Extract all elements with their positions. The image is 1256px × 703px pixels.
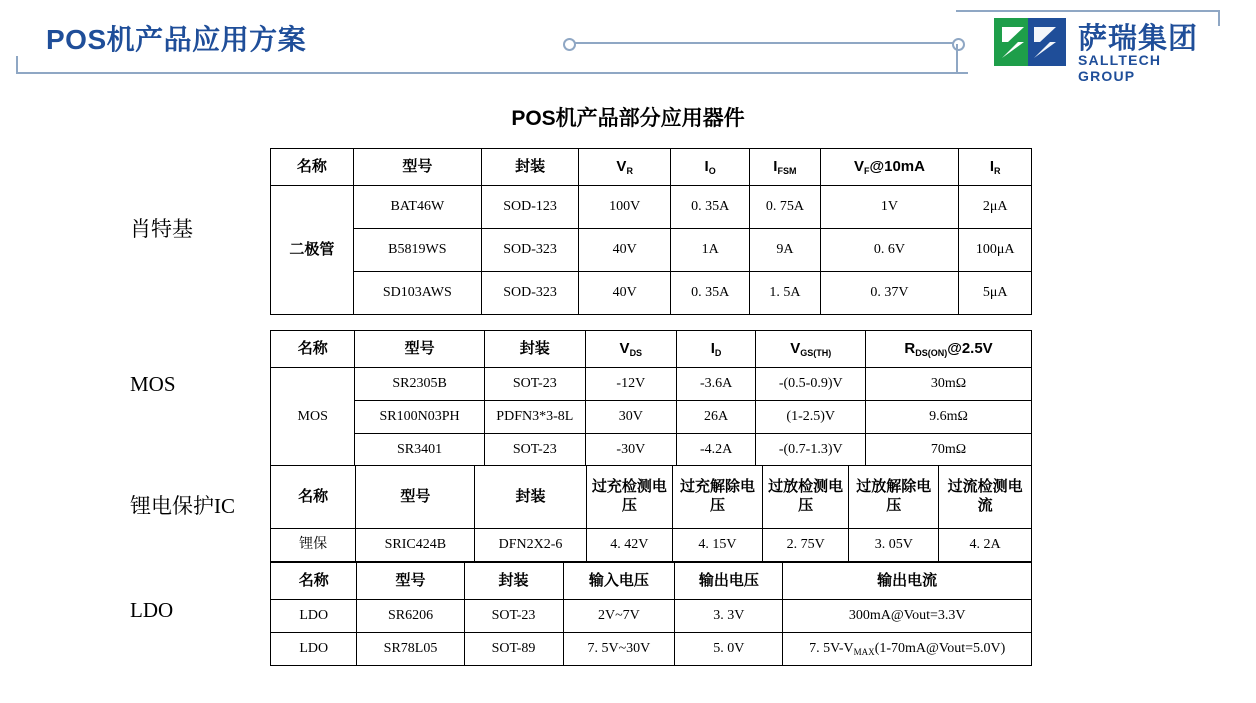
col-output-current: 输出电流 <box>783 563 1032 600</box>
cell-output-current: 7. $5V-V_{MAX}(1-70mA@Vout=5.0V)$ <box>783 633 1032 666</box>
section-label-ldo: LDO <box>130 598 174 622</box>
col-output-voltage: 输出电压 <box>675 563 783 600</box>
table-row <box>271 401 1032 434</box>
col-overcharge-release-voltage: 过充解除电压 <box>673 466 763 529</box>
cell-package: SOT-23 <box>484 368 585 401</box>
cell-id: -3.6A <box>676 368 756 401</box>
section-label-lipo: 锂电保护IC <box>130 494 235 518</box>
cell-id: -4.2A <box>676 434 756 467</box>
header-decoration-line <box>575 42 957 44</box>
cell-ir: 100μA <box>959 229 1032 272</box>
col-vgsth: $V_{GS(TH)}$ <box>756 331 866 368</box>
col-vf: $V_F@10mA$ <box>820 149 959 186</box>
cell-rdson: 70mΩ <box>866 434 1032 467</box>
cell-package: PDFN3*3-8L <box>484 401 585 434</box>
table-ldo <box>270 562 1032 666</box>
col-package: 封装 <box>481 149 578 186</box>
header-decoration-riser <box>956 44 958 72</box>
col-package: 封装 <box>484 331 585 368</box>
table-row <box>271 272 1032 315</box>
cell-vr: 100V <box>579 186 671 229</box>
logo-text-english: SALLTECH GROUP <box>1078 52 1162 84</box>
header-rule <box>18 72 968 74</box>
cell-ifsm: 9A <box>750 229 820 272</box>
col-package: 封装 <box>475 466 586 529</box>
table-row <box>271 229 1032 272</box>
cell-model: B5819WS <box>353 229 481 272</box>
col-name: 名称 <box>271 466 356 529</box>
cell-id: 26A <box>676 401 756 434</box>
table-lipo-protection <box>270 465 1032 562</box>
section-label-schottky: 肖特基 <box>130 217 193 241</box>
col-model: 型号 <box>353 149 481 186</box>
col-overcurrent-detect-current: 过流检测电流 <box>939 466 1032 529</box>
cell-rdson: 9.6mΩ <box>866 401 1032 434</box>
table-header-row <box>271 563 1032 600</box>
cell-name: LDO <box>271 600 357 633</box>
table-row <box>271 186 1032 229</box>
logo-text-chinese: 萨瑞集团 <box>1078 23 1199 55</box>
table-row <box>271 529 1032 562</box>
cell-overcurrent-detect-current: 4. 2A <box>939 529 1032 562</box>
page-header <box>0 0 1256 86</box>
table-schottky <box>270 148 1032 315</box>
cell-package: SOT-89 <box>464 633 563 666</box>
table-header-row <box>271 149 1032 186</box>
cell-package: SOD-323 <box>481 229 578 272</box>
cell-name: 锂保 <box>271 529 356 562</box>
cell-vds: -30V <box>585 434 676 467</box>
cell-overdischarge-detect-voltage: 2. 75V <box>762 529 848 562</box>
table-row <box>271 434 1032 467</box>
company-logo <box>994 14 1222 84</box>
cell-model: SR2305B <box>355 368 484 401</box>
cell-package: SOT-23 <box>484 434 585 467</box>
col-overdischarge-release-voltage: 过放解除电压 <box>849 466 939 529</box>
cell-model: SRIC424B <box>356 529 475 562</box>
cell-output-voltage: 3. 3V <box>675 600 783 633</box>
cell-model: SR3401 <box>355 434 484 467</box>
cell-ifsm: 0. 75A <box>750 186 820 229</box>
cell-package: SOD-123 <box>481 186 578 229</box>
col-ir: $I_R$ <box>959 149 1032 186</box>
header-decoration-line-right <box>956 10 1220 12</box>
cell-model: SD103AWS <box>353 272 481 315</box>
cell-ifsm: 1. 5A <box>750 272 820 315</box>
cell-output-voltage: 5. 0V <box>675 633 783 666</box>
col-name: 名称 <box>271 563 357 600</box>
table-row <box>271 368 1032 401</box>
page-title: POS机产品应用方案 <box>46 24 307 55</box>
row-category: 二极管 <box>271 186 354 315</box>
cell-vf: 0. 6V <box>820 229 959 272</box>
cell-io: 0. 35A <box>671 186 750 229</box>
table-header-row <box>271 466 1032 529</box>
header-decoration-dot-left <box>563 38 576 51</box>
cell-vf: 0. 37V <box>820 272 959 315</box>
cell-overcharge-detect-voltage: 4. 42V <box>586 529 672 562</box>
col-model: 型号 <box>356 466 475 529</box>
cell-input-voltage: 7. 5V~30V <box>563 633 675 666</box>
cell-name: LDO <box>271 633 357 666</box>
col-vr: $V_R$ <box>579 149 671 186</box>
cell-model: SR6206 <box>357 600 464 633</box>
col-overdischarge-detect-voltage: 过放检测电压 <box>762 466 848 529</box>
col-package: 封装 <box>464 563 563 600</box>
table-row <box>271 633 1032 666</box>
cell-vr: 40V <box>579 229 671 272</box>
col-model: 型号 <box>355 331 484 368</box>
cell-overcharge-release-voltage: 4. 15V <box>673 529 763 562</box>
cell-model: BAT46W <box>353 186 481 229</box>
document-title: POS机产品部分应用器件 <box>511 107 745 130</box>
cell-vgsth: (1-2.5)V <box>756 401 866 434</box>
cell-ir: 5μA <box>959 272 1032 315</box>
col-ifsm: $I_{FSM}$ <box>750 149 820 186</box>
cell-ir: 2μA <box>959 186 1032 229</box>
cell-package: SOT-23 <box>464 600 563 633</box>
header-decoration-dot-right <box>952 38 965 51</box>
col-name: 名称 <box>271 331 355 368</box>
cell-package: SOD-323 <box>481 272 578 315</box>
cell-io: 0. 35A <box>671 272 750 315</box>
cell-output-current: 300mA@Vout=3.3V <box>783 600 1032 633</box>
col-overcharge-detect-voltage: 过充检测电压 <box>586 466 672 529</box>
col-input-voltage: 输入电压 <box>563 563 675 600</box>
cell-overdischarge-release-voltage: 3. 05V <box>849 529 939 562</box>
col-name: 名称 <box>271 149 354 186</box>
col-model: 型号 <box>357 563 464 600</box>
cell-vds: -12V <box>585 368 676 401</box>
cell-package: DFN2X2-6 <box>475 529 586 562</box>
col-io: $I_O$ <box>671 149 750 186</box>
cell-model: SR78L05 <box>357 633 464 666</box>
cell-io: 1A <box>671 229 750 272</box>
col-rdson: $R_{DS(ON)}@2.5V$ <box>866 331 1032 368</box>
cell-model: SR100N03PH <box>355 401 484 434</box>
cell-input-voltage: 2V~7V <box>563 600 675 633</box>
row-category: MOS <box>271 368 355 467</box>
col-vds: $V_{DS}$ <box>585 331 676 368</box>
section-label-mos: MOS <box>130 372 176 396</box>
cell-vds: 30V <box>585 401 676 434</box>
col-id: $I_D$ <box>676 331 756 368</box>
table-mos <box>270 330 1032 467</box>
cell-vgsth: -(0.7-1.3)V <box>756 434 866 467</box>
table-row <box>271 600 1032 633</box>
cell-vf: 1V <box>820 186 959 229</box>
table-header-row <box>271 331 1032 368</box>
cell-rdson: 30mΩ <box>866 368 1032 401</box>
cell-vgsth: -(0.5-0.9)V <box>756 368 866 401</box>
cell-vr: 40V <box>579 272 671 315</box>
salltech-logo-icon <box>994 18 1066 66</box>
